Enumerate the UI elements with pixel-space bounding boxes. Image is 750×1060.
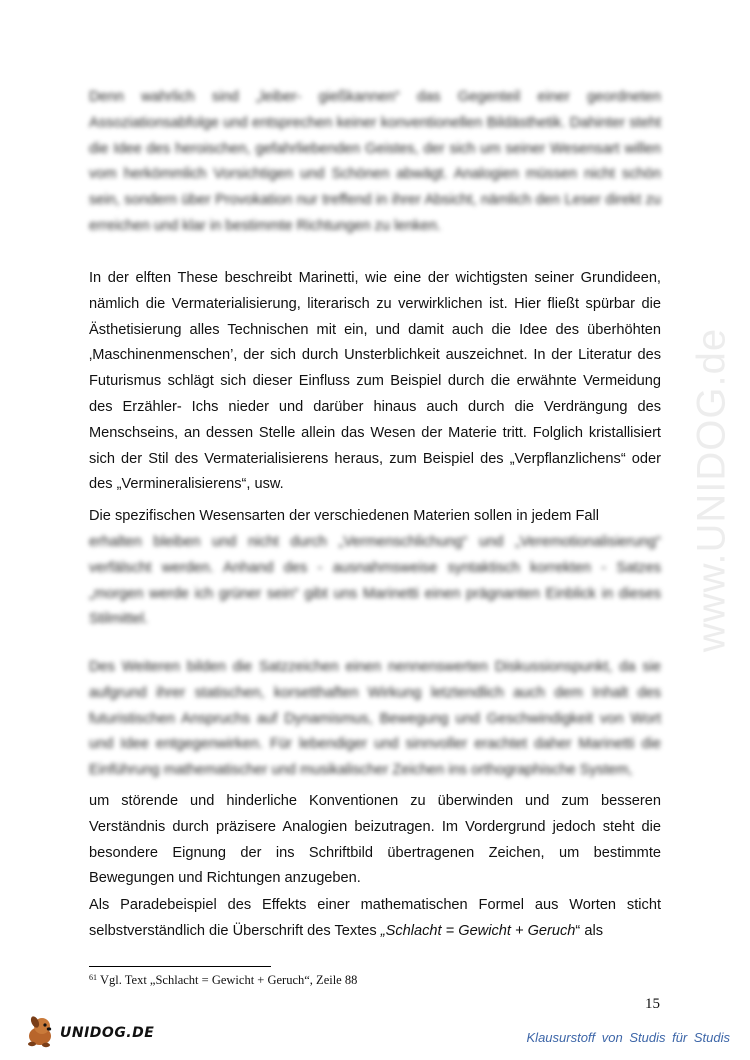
footnote-number: 61 — [89, 973, 97, 982]
title-quote: „Schlacht = Gewicht + Geruch — [380, 922, 576, 939]
paragraph-blurred-1: Denn wahrlich sind „leiber- gießkannen“ das Gegenteil einer geordneten Assoziationsabfolge und entsprechen keiner konventionellen Bildästhetik. Dahinter steht die Idee des heroischen, gefahrliebenden Geistes, der sich um seiner Wesensart willen vom herkömmlich Vorsichtigen und Schönen abwägt. Analogien müssen nicht schön sein, sondern über Provokation nur treffend in ihrer Absicht, nämlich den Leser direkt zu erreichen und klar in bestimmte Richtungen zu lenken. — [89, 89, 661, 234]
footnote-separator — [89, 966, 271, 967]
footnote — [89, 973, 357, 988]
watermark-text: www.UNIDOG.de — [689, 327, 734, 653]
paragraph-konventionen: um störende und hinderliche Konventionen zu überwinden und zum besseren Verständnis durch präzisere Analogien beizutragen. Im Vordergrund jedoch steht die besondere Eignung der ins Schriftbild übertragenen Zeichen, um bestimmte Bewegungen und Richtungen anzugeben. — [89, 793, 661, 887]
dog-icon — [22, 1014, 60, 1050]
tagline: Klausurstoff von Studis für Studis — [526, 1030, 730, 1045]
paragraph-satzzeichen-blurred: Des Weiteren bilden die Satzzeichen einen nennenswerten Diskussionspunkt, da sie aufgrund ihrer statischen, korsetthaften Wirkung letztendlich auch dem Inhalt des futuristischen Anspruchs auf Dynamismus, Bewegung und Geschwindigkeit von Wort und Idee entgegenwirken. Für lebendiger und sinnvoller erachtet daher Marinetti die Einführung mathematischer und musikalischer Zeichen ins orthographische System, — [89, 659, 661, 779]
paragraph-paradebeispiel — [89, 893, 661, 945]
paragraph-wesensarten-visible: Die spezifischen Wesensarten der verschiedenen Materien sollen in jedem Fall — [89, 508, 599, 524]
paragraph-elfte-these: In der elften These beschreibt Marinetti, wie eine der wichtigsten seiner Grundideen, nämlich die Vermaterialisierung, literarisch zu verwirklichen ist. Hier fließt spürbar die Ästhetisierung alles Technischen mit ein, und damit auch die Idee des überhöhten ‚Maschinenmenschen’, der sich durch Unsterblichkeit auszeichnet. In der Literatur des Futurismus schlägt sich dieser Einfluss zum Beispiel durch die erwähnte Vermeidung des Erzähler- Ichs nieder und darüber hinaus auch durch die Verdrängung des Menschseins, an dessen Stelle allein das Wesen der Materie tritt. Folglich kristallisiert sich der Stil des Vermaterialisierens heraus, zum Beispiel des „Verpflanzlichens“ oder des „Vermineralisierens“, usw. — [89, 270, 661, 493]
footnote-text: Vgl. Text „Schlacht = Gewicht + Geruch“, Zeile 88 — [100, 973, 358, 987]
page-number: 15 — [645, 996, 660, 1012]
logo-text: UNIDOG.DE — [60, 1025, 155, 1041]
paradebeispiel-end: “ als — [575, 922, 603, 939]
paradebeispiel-text: Als Paradebeispiel des Effekts einer mathematischen Formel aus Worten sticht selbstverständlich die Überschrift des Textes — [89, 897, 661, 939]
unidog-logo — [22, 1014, 182, 1050]
paragraph-wesensarten-blurred: erhalten bleiben und nicht durch „Vermenschlichung“ und „Veremotionalisierung“ verfälscht werden. Anhand des - ausnahmsweise syntaktisch korrekten - Satzes „morgen werde ich grüner sein“ gibt uns Marinetti einen prägnanten Einblick in dieses Stilmittel. — [89, 534, 661, 628]
